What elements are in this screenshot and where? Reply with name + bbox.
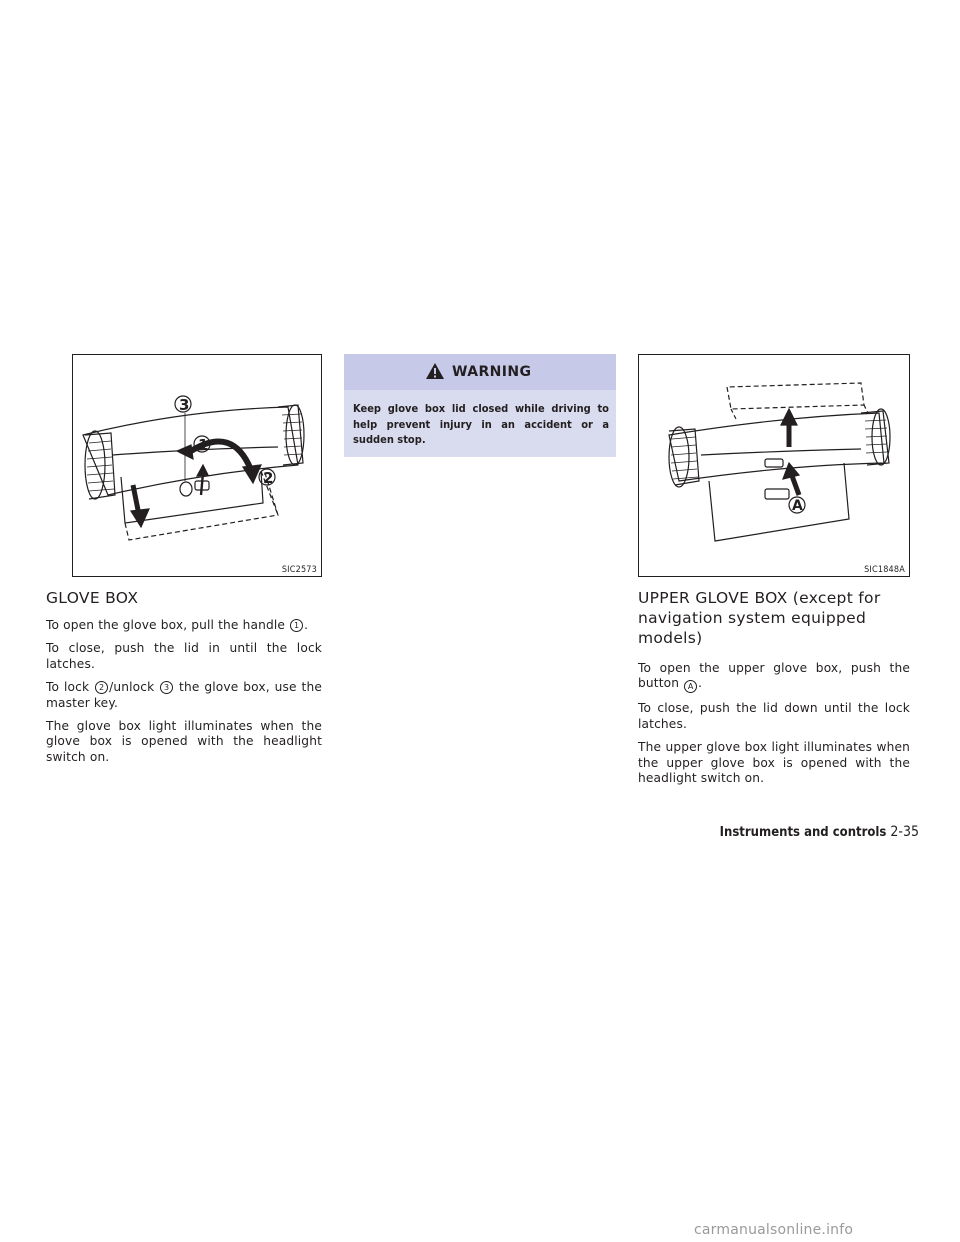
callout-ref-3: 3	[160, 681, 173, 694]
glove-box-illustration	[73, 355, 321, 576]
section-heading: UPPER GLOVE BOX (except for navigation system equipped models)	[638, 589, 881, 647]
figure-code: SIC2573	[281, 565, 317, 575]
paragraph: The glove box light illuminates when the glove box is opened with the headlight switch on.	[46, 719, 322, 764]
glove-box-figure	[72, 354, 322, 577]
paragraph: The upper glove box light illuminates when the upper glove box is opened with the headlight switch on.	[638, 740, 910, 786]
page-number: 2-35	[890, 824, 919, 840]
text-run: To open the upper glove box, push the button	[638, 661, 910, 691]
callout-ref-2: 2	[95, 681, 108, 694]
section-heading: GLOVE BOX	[46, 589, 139, 607]
callout-2: 2	[263, 469, 274, 487]
warning-header	[344, 354, 616, 390]
glove-box-section	[46, 588, 322, 773]
page-footer	[720, 824, 919, 840]
warning-box	[344, 354, 616, 457]
footer-section: Instruments and controls	[719, 825, 887, 840]
paragraph	[46, 680, 322, 711]
watermark: carmanualsonline.info	[694, 1222, 854, 1238]
upper-glove-box-section	[638, 588, 910, 794]
callout-ref-a: A	[684, 680, 697, 693]
paragraph	[638, 661, 910, 693]
text-run: To lock	[46, 680, 90, 695]
text-run: the glove box, use the master key.	[46, 680, 322, 710]
figure-code: SIC1848A	[864, 565, 905, 575]
paragraph: To close, push the lid in until the lock latches.	[46, 641, 322, 671]
callout-3: 3	[179, 396, 190, 414]
callout-a: A	[792, 498, 803, 514]
warning-title: WARNING	[452, 364, 532, 380]
warning-text: Keep glove box lid closed while driving to help prevent injury in an accident or a sudden stop.	[353, 402, 609, 446]
callout-1: 1	[198, 436, 209, 454]
warning-icon	[425, 362, 445, 380]
text-run: To open the glove box, pull the handle	[46, 618, 286, 632]
paragraph: To close, push the lid down until the lock latches.	[638, 701, 910, 731]
upper-glove-box-figure	[638, 354, 910, 577]
text-run: /unlock	[109, 680, 155, 695]
upper-glove-box-illustration	[639, 355, 909, 576]
paragraph	[46, 618, 322, 633]
text-run: .	[304, 618, 309, 632]
callout-ref-1: 1	[290, 619, 303, 632]
text-run: .	[698, 676, 703, 691]
